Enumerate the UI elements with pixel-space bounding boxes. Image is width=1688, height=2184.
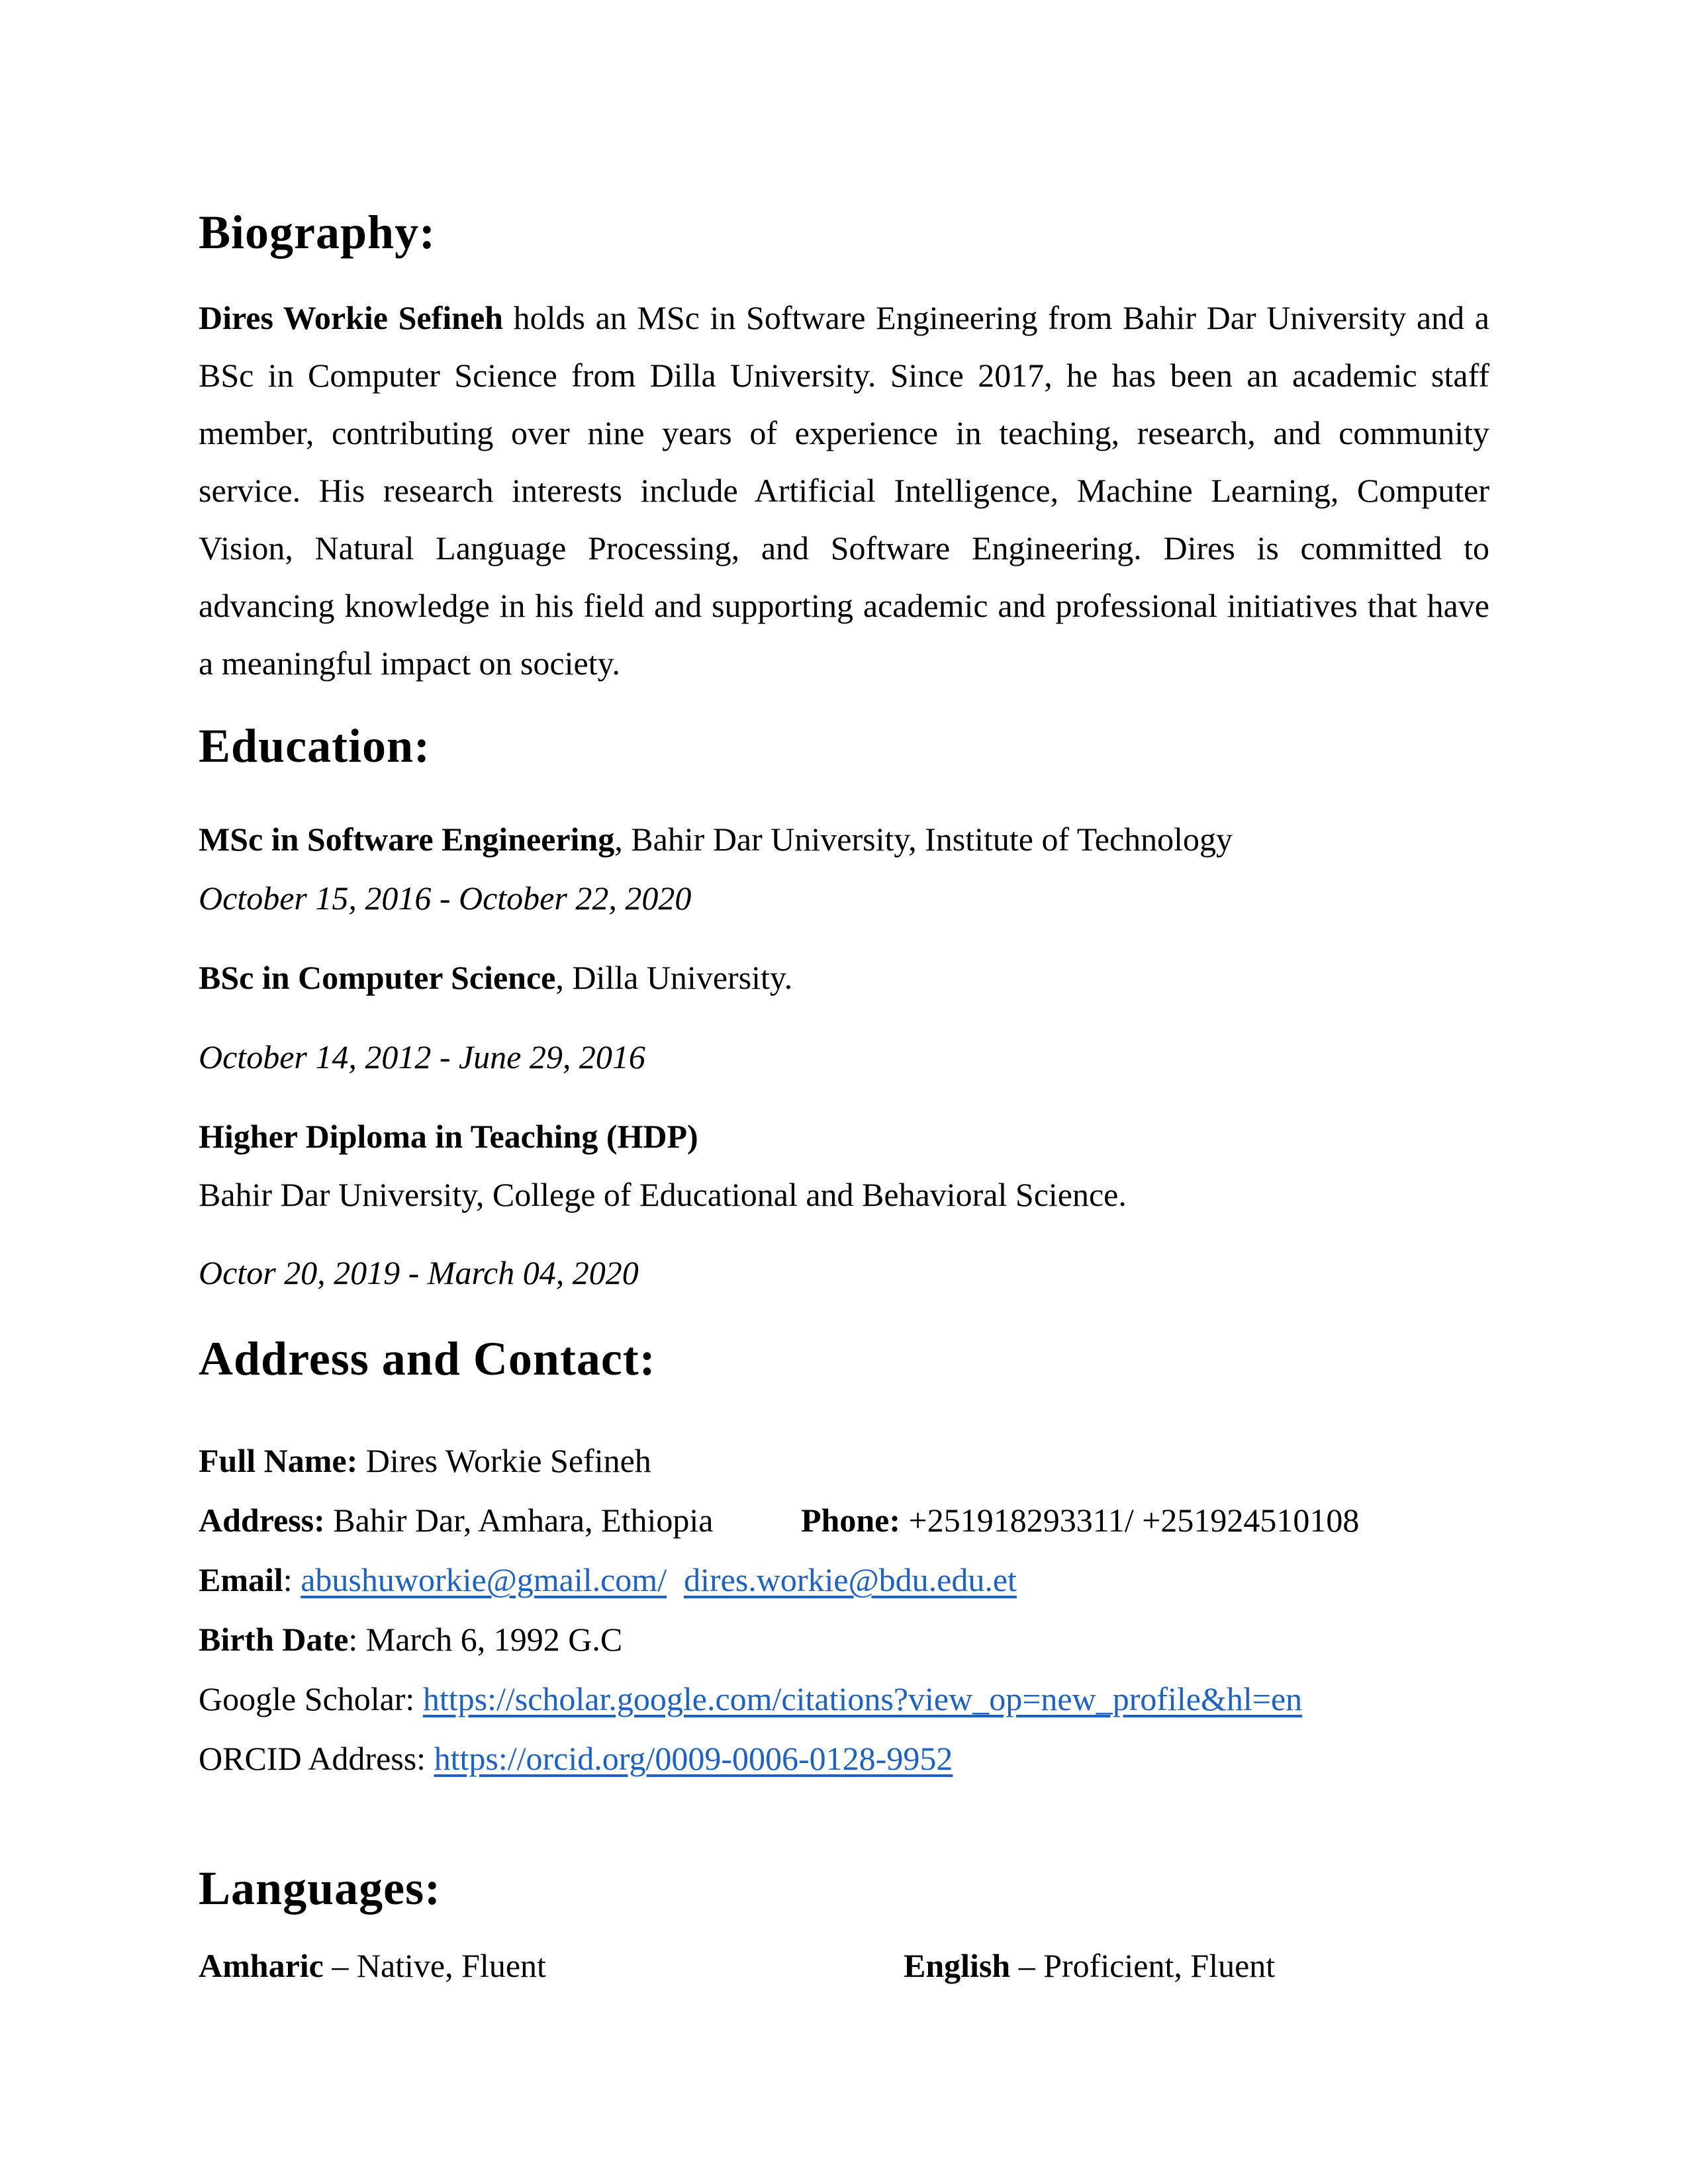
phone-group bbox=[801, 1500, 1359, 1540]
google-scholar-link[interactable]: https://scholar.google.com/citations?view_op=new_profile&hl=en bbox=[422, 1680, 1303, 1717]
language-amharic bbox=[199, 1947, 546, 1984]
orcid-label: ORCID Address: bbox=[199, 1740, 434, 1777]
hdp-degree-title: Higher Diploma in Teaching (HDP) bbox=[199, 1118, 698, 1155]
birth-date-value: : March 6, 1992 G.C bbox=[348, 1621, 623, 1658]
full-name-line bbox=[199, 1441, 1489, 1480]
address-phone-line bbox=[199, 1500, 1489, 1540]
birth-date-line bbox=[199, 1619, 1489, 1659]
biography-body-text: holds an MSc in Software Engineering from Bahir Dar University and a BSc in Computer Science from Dilla University. Since 2017, he has been an academic staff member, contributing over nine years of experience in teaching, research, and community service. His research interests include Artificial Intelligence, Machine Learning, Computer Vision, Natural Language Processing, and Software Engineering. Dires is committed to advancing knowledge in his field and supporting academic and professional initiatives that have a meaningful impact on society. bbox=[199, 299, 1489, 682]
languages-line bbox=[199, 1946, 1489, 1985]
google-scholar-line bbox=[199, 1679, 1489, 1719]
orcid-link[interactable]: https://orcid.org/0009-0006-0128-9952 bbox=[434, 1740, 953, 1777]
biography-heading: Biography: bbox=[199, 206, 436, 259]
email-label: Email bbox=[199, 1561, 283, 1598]
english-label: English bbox=[904, 1947, 1011, 1984]
biography-name-bold: Dires Workie Sefineh bbox=[199, 299, 503, 336]
education-entry-hdp bbox=[199, 1116, 1489, 1156]
google-scholar-label: Google Scholar: bbox=[199, 1680, 423, 1717]
gmail-link[interactable]: abushuworkie@gmail.com/ bbox=[301, 1561, 667, 1598]
address-value: Bahir Dar, Amhara, Ethiopia bbox=[324, 1502, 714, 1539]
birth-date-label: Birth Date bbox=[199, 1621, 349, 1658]
msc-institution: , Bahir Dar University, Institute of Technology bbox=[614, 821, 1233, 858]
full-name-value: Dires Workie Sefineh bbox=[357, 1442, 651, 1479]
orcid-line bbox=[199, 1739, 1489, 1778]
biography-paragraph bbox=[199, 289, 1489, 692]
address-label: Address: bbox=[199, 1502, 325, 1539]
msc-degree-title: MSc in Software Engineering bbox=[199, 821, 615, 858]
bsc-degree-title: BSc in Computer Science bbox=[199, 959, 556, 996]
email-line bbox=[199, 1560, 1489, 1600]
phone-value: +251918293311/ +251924510108 bbox=[900, 1502, 1360, 1539]
phone-label: Phone: bbox=[801, 1502, 900, 1539]
amharic-label: Amharic bbox=[199, 1947, 324, 1984]
bsc-dates: October 14, 2012 - June 29, 2016 bbox=[199, 1038, 645, 1075]
email-separator: : bbox=[283, 1561, 301, 1598]
msc-dates: October 15, 2016 - October 22, 2020 bbox=[199, 880, 692, 917]
full-name-label: Full Name: bbox=[199, 1442, 358, 1479]
language-english bbox=[904, 1946, 1275, 1985]
hdp-institution: Bahir Dar University, College of Educational and Behavioral Science. bbox=[199, 1176, 1127, 1213]
address-contact-heading: Address and Contact: bbox=[199, 1332, 656, 1385]
bsc-institution: , Dilla University. bbox=[555, 959, 793, 996]
amharic-detail: – Native, Fluent bbox=[323, 1947, 546, 1984]
education-entry-bsc bbox=[199, 958, 1489, 997]
education-heading: Education: bbox=[199, 719, 431, 772]
hdp-dates: Octor 20, 2019 - March 04, 2020 bbox=[199, 1254, 639, 1291]
bdu-email-link[interactable]: dires.workie@bdu.edu.et bbox=[684, 1561, 1017, 1598]
education-entry-msc bbox=[199, 819, 1489, 859]
english-detail: – Proficient, Fluent bbox=[1010, 1947, 1276, 1984]
languages-heading: Languages: bbox=[199, 1862, 442, 1915]
